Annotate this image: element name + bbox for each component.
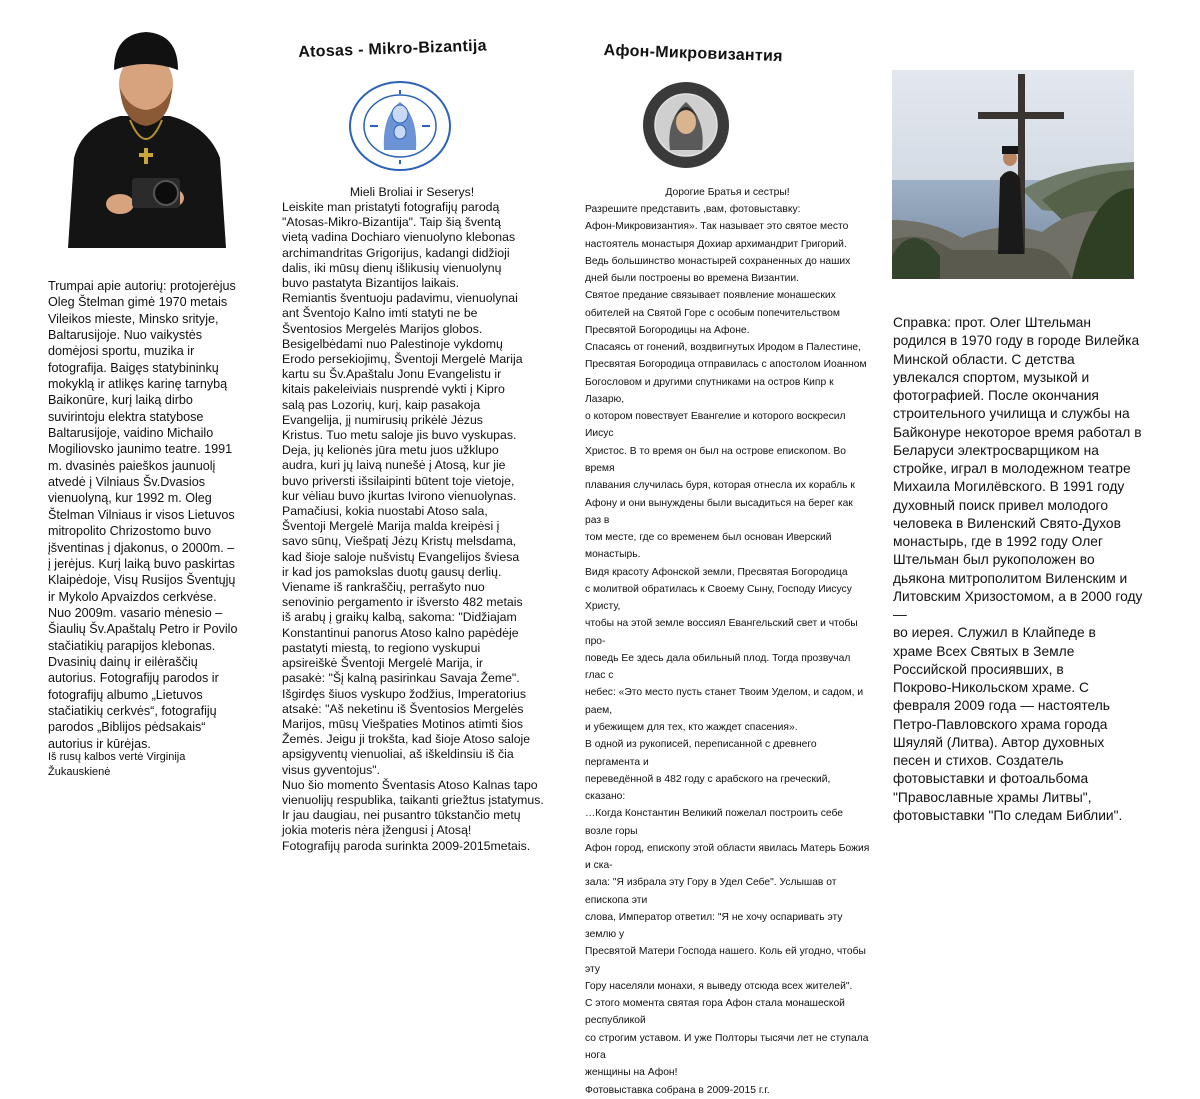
author-bio-russian: Справка: прот. Олег Штельман родился в 1970 году в городе Вилейка Минской области. С детства увлекался спортом, музыкой и фотографией. После окончания строительного училища и службы на Байконуре некоторое время работал в Беларуси электросварщиком на стройке, играл в молодежном театре Михаила Могилёвского. В 1991 году духовный поиск привел молодого человека в Виленский Свято-Духов монастырь, где в 1992 году Олег Штельман был рукоположен во дьякона митрополитом Виленским и Литовским Хризостомом, а в 2000 году — во иерея. Служил в Клайпеде в храме Всех Святых в Земле Российской просиявших, в Покрово-Никольском храме. С февраля 2009 года — настоятель Петро-Павловского храма города Шяуляй (Литва). Автор духовных песен и стихов. Создатель фотовыставки и фотоальбома "Православные храмы Литвы", фотовыставки "По следам Библии". xyxy=(893,315,1143,823)
translator-credit: Iš rusų kalbos vertė Virginija Žukauskienė xyxy=(48,751,186,778)
greeting-lithuanian: Mieli Broliai ir Seserys! xyxy=(349,185,475,199)
russian-athos-seal-image xyxy=(640,80,732,170)
body-text-lithuanian: Leiskite man pristatyti fotografijų parodą "Atosas-Mikro-Bizantija". Taip šią šventą vietą vadina Dochiaro vienuolyno klebonas archimandritas Grigorijus, kadangi didžioji dalis, iki mūsų dienų išlikusių vienuolynų buvo pastatyta Bizantijos laikais. Remiantis šventuoju padavimu, vienuolynai ant Šventojo Kalno imti statyti ne be Šventosios Mergelės Marijos globos. Besigelbėdami nuo Palestinoje vykdomų Erodo persekiojimų, Šventoji Mergelė Marija kartu su Šv.Apaštalu Jonu Evangelistu ir kitais pakeleiviais nusprendė vykti į Kipro salą pas Lozorių, kurį, kaip pasakoja Evangelija, jį numirusių prikėlė Jėzus Kristus. Tuo metu saloje jis buvo vyskupas. Deja, jų kelionės jūra metu juos užklupo audra, kuri jų laivą nunešė į Atosą, kur jie buvo priversti išsilaipinti būtent toje vietoje, kur vėliau buvo įkurtas Ivirono vienuolynas. Pamačiusi, kokia nuostabi Atoso sala, Šventoji Mergelė Marija malda kreipėsi į savo sūnų, Viešpatį Jėzų Kristų melsdama, kad šioje saloje nušvistų Evangelijos šviesa ir kad jos pamokslas duotų gausų derlių. Viename iš rankraščių, perrašyto nuo senovinio pergamento ir išversto 482 metais iš arabų į graikų kalbą, sakoma: "Didžiajam Konstantinui panorus Atoso kalno papėdėje pastatyti miestą, to regiono vyskupui apsireiškė Šventoji Mergelė Marija, ir pasakė: "Šį kalną pasirinkau Savaja Žeme". Išgirdęs šiuos vyskupo žodžius, Imperatorius atsakė: "Aš neketinu iš Šventosios Mergelės Marijos, mūsų Viešpaties Motinos atimti šios Žemės. Jeigu ji trokšta, kad šioje Atoso saloje apsigyventų vienuoliai, aš iškeldinsiu iš čia visus gyventojus". Nuo šio momento Šventasis Atoso Kalnas tapo vienuolijų respublika, taikanti griežtus įstatymus. Ir jau daugiau, nei pusantro tūkstančio metų jokia moteris nėra įžengusi į Atosą! Fotografijų paroda surinkta 2009-2015metais. xyxy=(282,200,544,853)
greeting-russian: Дорогие Братья и сестры! xyxy=(665,187,790,198)
author-portrait-photo xyxy=(60,28,230,248)
title-russian: Афон-Микровизантия xyxy=(603,42,784,66)
protaton-seal-image xyxy=(348,80,452,172)
title-lithuanian: Atosas - Mikro-Bizantija xyxy=(298,37,488,61)
body-text-russian: Разрешите представить ,вам, фотовыставку: Афон-Микровизантия». Так называет это святое место настоятель монастыря Дохиар архимандрит Григорий. Ведь большинство монастырей сохраненных до наших дней были построены во времена Византии. Святое предание связывает появление монашеских обителей на Святой Горе с особым попечительством Пресвятой Богородицы на Афоне. Спасаясь от гонений, воздвигнутых Иродом в Палестине, Пресвятая Богородица отправилась с апостолом Иоанном Богословом и другими спутниками на остров Кипр к Лазарю, о котором повествует Евангелие и которого воскресил Иисус Христос. В то время он был на острове епископом. Во время плавания случилась буря, которая отнесла их корабль к Афону и они вынуждены были высадиться на берег как раз в том месте, где со временем был основан Иверский монастырь. Видя красоту Афонской земли, Пресвятая Богородица с молитвой обратилась к Своему Сыну, Господу Иисусу Христу, чтобы на этой земле воссиял Евангельский свет и чтобы про- поведь Ее здесь дала обильный плод. Тогда прозвучал глас с небес: «Это место пусть станет Твоим Уделом, и садом, и раем, и убежищем для тех, кто жаждет спасения». В одной из рукописей, переписанной с древнего пергамента и переведённой в 482 году с арабского на греческий, сказано: …Когда Константин Великий пожелал построить себе возле горы Афон город, епископу этой области явилась Матерь Божия и ска- зала: "Я избрала эту Гору в Удел Себе". Услышав от епископа эти слова, Император ответил: "Я не хочу оспаривать эту землю у Пресвятой Матери Господа нашего. Коль ей угодно, чтобы эту Гору населяли монахи, я выведу отсюда всех жителей". С этого момента святая гора Афон стала монашеской республикой со строгим уставом. И уже Полторы тысячи лет не ступала нога женщины на Афон! Фотовыставка собрана в 2009-2015 г.г. xyxy=(585,204,870,1096)
author-bio-lithuanian: Trumpai apie autorių: protojerėjus Oleg Štelman gimė 1970 metais Vileikos mieste, Minsko srityje, Baltarusijoje. Nuo vaikystės domėjosi sportu, muzika ir fotografija. Baigęs statybininkų mokyklą ir atlikęs karinę tarnybą Baikonūre, kurį laiką dirbo suvirintoju elektra statybose Baltarusijoje, vaidino Michailo Mogiliovsko jaunimo teatre. 1991 m. dvasinės paieškos jaunuolį atvedė į Vilniaus Šv.Dvasios vienuolyną, kur 1992 m. Oleg Štelman Vilniaus ir visos Lietuvos mitropolito Chrizostomo buvo įšventinas į djakonus, o 2000m. – į jerėjus. Kurį laiką buvo paskirtas Klaipėdoje, Visų Rusijos Šventųjų ir Mykolo Apvaizdos cerkvėse. Nuo 2009m. vasario mėnesio – Šiaulių Šv.Apaštalų Petro ir Povilo stačiatikių parapijos klebonas. Dvasinių dainų ir eilėraščių autorius. Fotografijų parodos ir fotografijų albumo „Lietuvos stačiatikių cerkvės“, fotografijų parodos „Biblijos pėdsakais“ autorius ir kūrėjas. xyxy=(48,279,238,751)
cross-on-athos-photo xyxy=(892,70,1134,279)
